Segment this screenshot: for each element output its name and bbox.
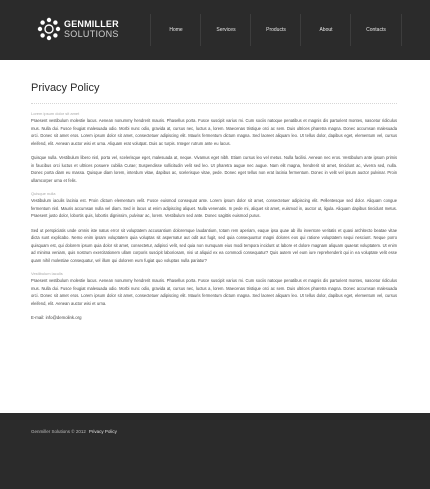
site-footer [0,413,430,489]
section-paragraph: Quisque nulla. Vestibulum libero nisl, porta vel, scelerisque eget, malesuada at, neque. Vivamus eget nibh. Etiam cursus leo vel metus. Nulla facilisi. Aenean nec eros. Vestibulum ante ipsum primis in faucibus orci luctus et ultrices posuere cubilia Curae; Suspendisse sollicitudin velit sed leo. Ut pharetra augue nec augue. Nam elit magna, hendrerit sit amet, tincidunt ac, viverra sed, nulla. Donec porta diam eu massa. Quisque diam lorem, interdum vitae, dapibus ac, scelerisque vitae, pede. Donec eget tellus non erat lacinia fermentum. Donec in velit vel ipsum auctor pulvinar. Proin ullamcorper urna et felis. [31,155,397,183]
logo-brand-name: GENMILLER [64,19,119,29]
footer-privacy-link[interactable]: Privacy Policy [88,429,117,434]
nav-item-services[interactable]: Services [200,14,251,46]
section-paragraph: Praesent vestibulum molestie lacus. Aenean nonummy hendrerit mauris. Phasellus porta. Fusce suscipit varius mi. Cum sociis natoque penatibus et magnis dis parturient montes, nascetur ridiculus mus. Nulla dui. Fusce feugiat malesuada odio. Morbi nunc odio, gravida at, cursus nec, luctus a, lorem. Maecenas tristique orci ac sem. Duis ultrices pharetra magna. Donec accumsan malesuada orci. Donec sit amet eros. Lorem ipsum dolor sit amet, consectetuer adipiscing elit. Mauris fermentum dictum magna. Sed laoreet aliquam leo. Ut tellus dolor, dapibus eget, elementum vel, cursus eleifend, elit. Aenean auctor wisi et urna. Aliquam erat volutpat. Duis ac turpis. Integer rutrum ante eu lacus. [31,118,397,146]
policy-content [31,111,397,321]
section-paragraph: Vestibulum iaculis lacinia est. Proin dictum elementum velit. Fusce euismod consequat ante. Lorem ipsum dolor sit amet, consectetuer adipiscing elit. Pellentesque sed dolor. Aliquam congue fermentum nisl. Mauris accumsan nulla vel diam. Sed in lacus ut enim adipiscing aliquet. Nulla venenatis. In pede mi, aliquet sit amet, euismod in, auctor ut, ligula. Aliquam dapibus tincidunt metus. Praesent justo dolor, lobortis quis, lobortis dignissim, pulvinar ac, lorem. Vestibulum sed ante. Donec sagittis euismod purus. [31,198,397,218]
nav-item-contacts[interactable]: Contacts [350,14,402,46]
page-title: Privacy Policy [31,82,100,94]
main-nav [150,14,400,46]
section-subtitle: Quisque nulla [31,191,56,196]
nav-item-home[interactable]: Home [150,14,201,46]
logo-brand-tagline: SOLUTIONS [64,29,119,39]
section-paragraph: Praesent vestibulum molestie lacus. Aenean nonummy hendrerit mauris. Phasellus porta. Fusce suscipit varius mi. Cum sociis natoque penatibus et magnis dis parturient montes, nascetur ridiculus mus. Nulla dui. Fusce feugiat malesuada odio. Morbi nunc odio, gravida at, cursus nec, luctus a, lorem. Maecenas tristique orci ac sem. Duis ultrices pharetra magna. Donec accumsan malesuada orci. Donec sit amet eros. Lorem ipsum dolor sit amet, consectetuer adipiscing elit. Mauris fermentum dictum magna. Sed laoreet aliquam leo. Ut tellus dolor, dapibus eget, elementum vel, cursus eleifend, elit. Aenean auctor wisi et urna. [31,278,397,306]
section-subtitle: Lorem ipsum dolor sit amet [31,111,80,116]
footer-copyright-row [31,428,117,435]
title-divider [31,103,397,104]
footer-copyright: Genmiller Solutions © 2012 [31,429,86,434]
logo[interactable] [37,17,137,43]
nav-item-about[interactable]: About [300,14,351,46]
nav-item-products[interactable]: Products [250,14,301,46]
section-paragraph: Sed ut perspiciatis unde omnis iste natus error sit voluptatem accusantium doloremque laudantium, totam rem aperiam, eaque ipsa quae ab illo inventore veritatis et quasi architecto beatae vitae dicta sunt explicabo. Nemo enim ipsam voluptatem quia voluptas sit aspernatur aut odit aut fugit, sed quia consequuntur magni dolores eos qui ratione voluptatem sequi nesciunt. Neque porro quisquam est, qui dolorem ipsum quia dolor sit amet, consectetur, adipisci velit, sed quia non numquam eius modi tempora incidunt ut labore et dolore magnam aliquam quaerat voluptatem. Ut enim ad minima veniam, quis nostrum exercitationem ullam corporis suscipit laboriosam, nisi ut aliquid ex ea commodi consequatur? Quis autem vel eum iure reprehenderit qui in ea voluptate velit esse quam nihil molestiae consequatur, vel illum qui dolorem eum fugiat quo voluptas nulla pariatur? [31,227,397,263]
section-subtitle: Vestibulum iaculis [31,271,63,276]
site-header [0,0,430,60]
contact-email[interactable]: E-mail: info@demolink.org [31,315,82,320]
gear-circle-logo-icon [37,17,61,41]
